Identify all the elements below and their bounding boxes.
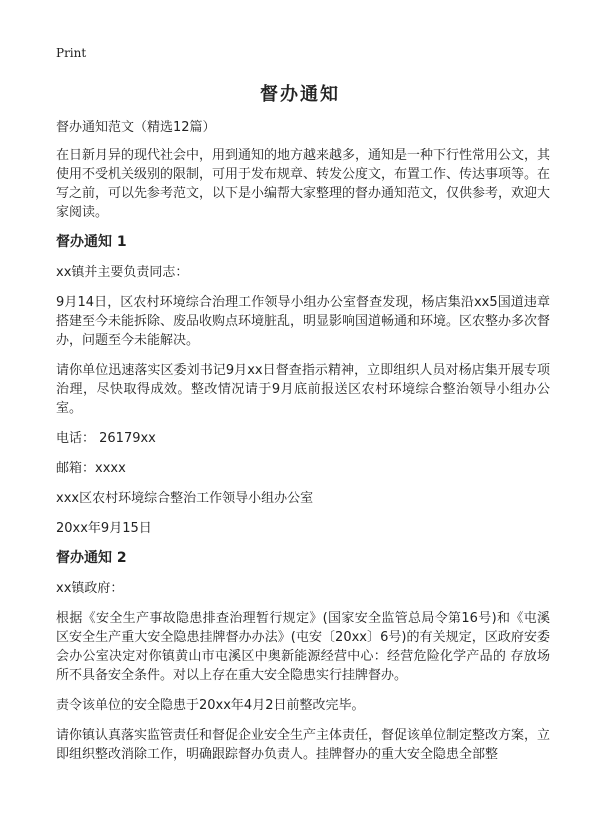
section1-paragraph-1: 9月14日，区农村环境综合治理工作领导小组办公室督查发现，杨店集沿xx5国道违章搭建至今未能拆除、废品收购点环境脏乱，明显影响国道畅通和环境。区农整办多次督办，问题至今未能解决。 [56, 295, 551, 348]
print-link[interactable]: Print [56, 46, 87, 60]
document-subtitle: 督办通知范文（精选12篇） [56, 120, 216, 135]
section2-paragraph-1: 根据《安全生产事故隐患排查治理暂行规定》(国家安全监管总局令第16号)和《屯溪区安全生产重大安全隐患挂牌督办办法》(屯安〔20xx〕6号)的有关规定，区政府安委会办公室决定对你镇黄山市屯溪区中奥新能源经营中心：经营危险化学产品的 存放场所不具备安全条件。对以上存在重大安全隐患实行挂牌督办。 [56, 611, 551, 683]
intro-paragraph: 在日新月异的现代社会中，用到通知的地方越来越多，通知是一种下行性常用公文，其使用不受机关级别的限制，可用于发布规章、转发公度文，布置工作、传达事项等。在写之前，可以先参考范文，以下是小编帮大家整理的督办通知范文，仅供参考，欢迎大家阅读。 [56, 148, 551, 220]
section1-sender: xxx区农村环境综合整治工作领导小组办公室 [56, 491, 314, 506]
section-heading-1: 督办通知 1 [56, 234, 127, 250]
page-title: 督办通知 [260, 84, 340, 105]
section2-paragraph-3: 请你镇认真落实监管责任和督促企业安全生产主体责任，督促该单位制定整改方案，立即组织整改消除工作，明确跟踪督办负责人。挂牌督办的重大安全隐患全部整 [56, 728, 551, 762]
section1-paragraph-2: 请你单位迅速落实区委刘书记9月xx日督查指示精神，立即组织人员对杨店集开展专项治理，尽快取得成效。整改情况请于9月底前报送区农村环境综合整治领导小组办公室。 [56, 363, 550, 416]
section1-postcode: 邮箱：xxxx [56, 461, 126, 476]
section2-paragraph-2: 责令该单位的安全隐患于20xx年4月2日前整改完毕。 [56, 698, 365, 713]
section-heading-2: 督办通知 2 [56, 550, 127, 566]
document-body [56, 118, 550, 775]
section1-phone: 电话： 26179xx [56, 431, 156, 446]
section1-salutation: xx镇并主要负责同志： [56, 265, 189, 280]
section1-date: 20xx年9月15日 [56, 521, 152, 536]
section2-salutation: xx镇政府： [56, 581, 124, 596]
